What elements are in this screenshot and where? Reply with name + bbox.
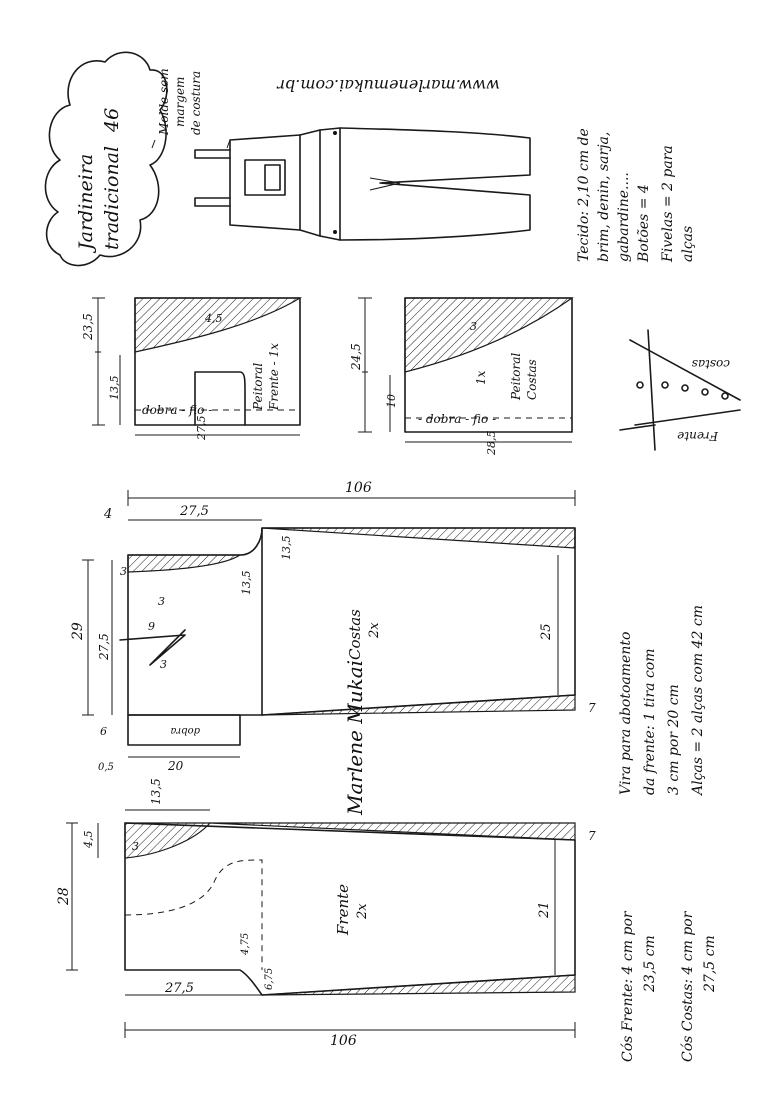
detail-sketch <box>620 330 740 450</box>
back-side: 7 <box>588 701 596 715</box>
back-pants-piece <box>70 480 596 773</box>
bib-back-piece <box>349 298 572 456</box>
back-half: 0,5 <box>98 762 114 773</box>
material-line6: alças <box>680 225 696 262</box>
back-hip: 27,5 <box>180 504 209 519</box>
finishing-notes <box>618 605 706 797</box>
back-pocket-offset: 3 <box>158 595 165 608</box>
bib-back-label1: Peitoral <box>509 352 523 400</box>
front-crotch-b: 4,75 <box>240 932 251 955</box>
back-top: 4 <box>104 507 113 522</box>
back-hem: 25 <box>539 623 554 640</box>
bib-front-label2: Frente - 1x <box>267 343 281 410</box>
material-line3: gabardine.... <box>616 172 632 262</box>
bib-front-piece <box>81 298 300 441</box>
back-count: 2x <box>367 622 382 638</box>
front-count: 2x <box>355 903 370 919</box>
materials-list <box>576 128 696 263</box>
front-length: 106 <box>330 1033 357 1049</box>
front-label: Frente <box>334 883 352 935</box>
website-text: www.marlenemukai.com.br <box>277 76 500 95</box>
back-length: 106 <box>345 480 372 496</box>
back-dart-c: 3 <box>120 565 127 578</box>
finishing-line4: Alças = 2 alças com 42 cm <box>690 605 706 795</box>
waistband-line3: Cós Costas: 4 cm por <box>680 911 696 1062</box>
bib-front-width: 27,5 <box>195 415 208 440</box>
bib-front-curve: 4,5 <box>205 312 223 325</box>
back-pocket: 20 <box>168 759 184 773</box>
bib-front-label1: Peitoral <box>251 362 265 410</box>
bib-back-height: 24,5 <box>349 343 363 370</box>
back-crotch: 13,5 <box>240 570 253 595</box>
front-side: 7 <box>588 829 596 843</box>
title-cloud <box>45 52 166 265</box>
waistband-notes <box>620 910 718 1062</box>
signature <box>343 660 367 816</box>
back-waist: 13,5 <box>280 535 293 560</box>
note-line3: de costura <box>189 70 203 135</box>
material-line4: Botões = 4 <box>636 184 652 262</box>
bib-back-label2: Costas <box>525 359 539 400</box>
front-hip: 27,5 <box>165 981 194 996</box>
title-line1: Jardineira <box>75 153 97 250</box>
bib-back-lower: 10 <box>385 394 398 408</box>
no-margin-note <box>157 68 203 136</box>
bib-front-lower: 13,5 <box>108 375 121 400</box>
material-line5: Fivelas = 2 para <box>660 145 676 262</box>
material-line1: Tecido: 2,10 cm de <box>576 128 592 262</box>
front-crotch-a: 6,75 <box>264 967 275 990</box>
front-pants-piece <box>56 778 596 1049</box>
overalls-sketch <box>195 128 530 240</box>
bib-back-fold: - dobra - fio - <box>418 412 497 426</box>
front-curve: 3 <box>132 840 139 853</box>
finishing-line2: da frente: 1 tira com <box>642 648 658 795</box>
bib-front-height: 23,5 <box>81 313 95 340</box>
back-small: 6 <box>100 725 107 738</box>
finishing-line1: Vira para abotoamento <box>618 631 634 795</box>
waistband-line4: 27,5 cm <box>702 935 718 992</box>
detail-front-label: Frente <box>677 429 718 443</box>
front-top: 13,5 <box>149 778 163 805</box>
note-line1: Molde sem <box>157 68 171 135</box>
title-size: 46 <box>101 107 123 132</box>
front-height: 28 <box>56 887 72 905</box>
signature-text: Marlene Mukai <box>343 659 367 815</box>
waistband-line2: 23,5 cm <box>642 935 658 992</box>
note-line2: margem <box>173 76 187 127</box>
bib-front-fold: dobra - fio - <box>142 403 213 417</box>
back-pocket-label: dobra <box>170 725 200 736</box>
front-waist: 4,5 <box>82 830 95 848</box>
website <box>276 76 500 95</box>
waistband-line1: Cós Frente: 4 cm por <box>620 911 636 1062</box>
material-line2: brim, denin, sarja, <box>596 131 612 262</box>
back-dart-b: 3 <box>160 658 167 671</box>
finishing-line3: 3 cm por 20 cm <box>666 684 682 795</box>
back-height: 29 <box>70 622 86 640</box>
back-dart-a: 9 <box>148 620 155 633</box>
bib-back-count: 1x <box>474 370 488 385</box>
front-hem: 21 <box>537 901 552 918</box>
bib-back-width: 28,5 <box>485 430 498 455</box>
bib-back-curve: 3 <box>470 320 477 333</box>
title-line2: tradicional <box>101 145 123 250</box>
back-seat: 27,5 <box>97 633 111 660</box>
detail-back-label: costas <box>691 357 730 371</box>
back-label: Costas <box>346 609 364 660</box>
